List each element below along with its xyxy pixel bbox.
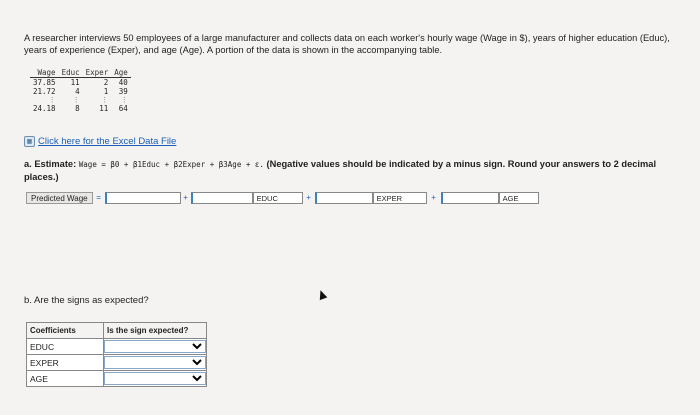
table-row [27, 371, 207, 387]
plus-sign: + [431, 193, 436, 202]
excel-link-row[interactable] [24, 136, 176, 147]
plus-sign: + [183, 193, 188, 202]
part-b-question: b. Are the signs as expected? [24, 295, 149, 306]
excel-data-link[interactable]: Click here for the Excel Data File [38, 136, 177, 147]
excel-file-icon: ▦ [24, 136, 35, 147]
table-row [30, 78, 131, 88]
regression-equation: Wage = β0 + β1Educ + β2Exper + β3Age + ε. [78, 160, 264, 169]
cell: 39 [118, 87, 128, 96]
col-educ: Educ [61, 68, 80, 77]
cell: 4 [75, 87, 80, 96]
sign-exper-cell [104, 355, 207, 371]
table-row [30, 87, 131, 96]
predicted-wage-label: Predicted Wage [26, 192, 93, 204]
cell: 11 [70, 78, 80, 87]
exper-coef-input[interactable] [315, 192, 373, 204]
sign-expected-header: Is the sign expected? [104, 323, 207, 339]
sign-age-select[interactable] [104, 372, 206, 385]
age-coef-input[interactable] [441, 192, 499, 204]
coef-name-educ: EDUC [27, 339, 104, 355]
sign-table [26, 322, 207, 387]
cell: 37.85 [33, 78, 56, 87]
cell: 2 [103, 78, 109, 87]
cell: 11 [99, 104, 109, 113]
coefficients-header: Coefficients [27, 323, 104, 339]
part-a-prefix: a. Estimate: [24, 159, 79, 169]
sign-exper-select[interactable] [104, 356, 206, 369]
cell: 21.72 [33, 87, 56, 96]
equals-sign: = [96, 193, 101, 202]
exper-var-label: EXPER [373, 192, 427, 204]
table-row [27, 355, 207, 371]
cell: 40 [118, 78, 128, 87]
age-var-label: AGE [499, 192, 539, 204]
cell: 8 [75, 104, 80, 113]
educ-coef-input[interactable] [191, 192, 253, 204]
cell: ⋮ [72, 96, 80, 104]
predicted-wage-row [26, 191, 672, 204]
cell: ⋮ [48, 96, 56, 104]
part-a-question [24, 158, 684, 183]
mouse-cursor-icon [317, 289, 328, 300]
col-wage: Wage [37, 68, 56, 77]
cell: 1 [103, 87, 109, 96]
educ-var-label: EDUC [253, 192, 303, 204]
coef-name-age: AGE [27, 371, 104, 387]
col-age: Age [114, 68, 128, 77]
data-table [30, 68, 131, 113]
problem-intro: A researcher interviews 50 employees of a large manufacturer and collects data on each worker's hourly wage (Wage in $), years of higher education (Educ), years of experience (Exper), and age (Age). A portion of the data is shown in the accompanying table. [24, 33, 670, 55]
sign-educ-cell [104, 339, 207, 355]
cell: ⋮ [120, 96, 128, 104]
sign-educ-select[interactable] [104, 340, 206, 353]
intercept-input[interactable] [105, 192, 181, 204]
col-exper: Exper [85, 68, 109, 77]
sign-age-cell [104, 371, 207, 387]
cell: ⋮ [101, 96, 109, 104]
plus-sign: + [306, 193, 311, 202]
part-a-instruction: (Negative values should be indicated by a minus sign. Round your answers to 2 decimal places.) [24, 159, 657, 182]
coef-name-exper: EXPER [27, 355, 104, 371]
cell: 64 [118, 104, 128, 113]
table-row-ellipsis [30, 96, 131, 104]
table-row [27, 339, 207, 355]
cell: 24.18 [33, 104, 56, 113]
table-row [30, 104, 131, 113]
